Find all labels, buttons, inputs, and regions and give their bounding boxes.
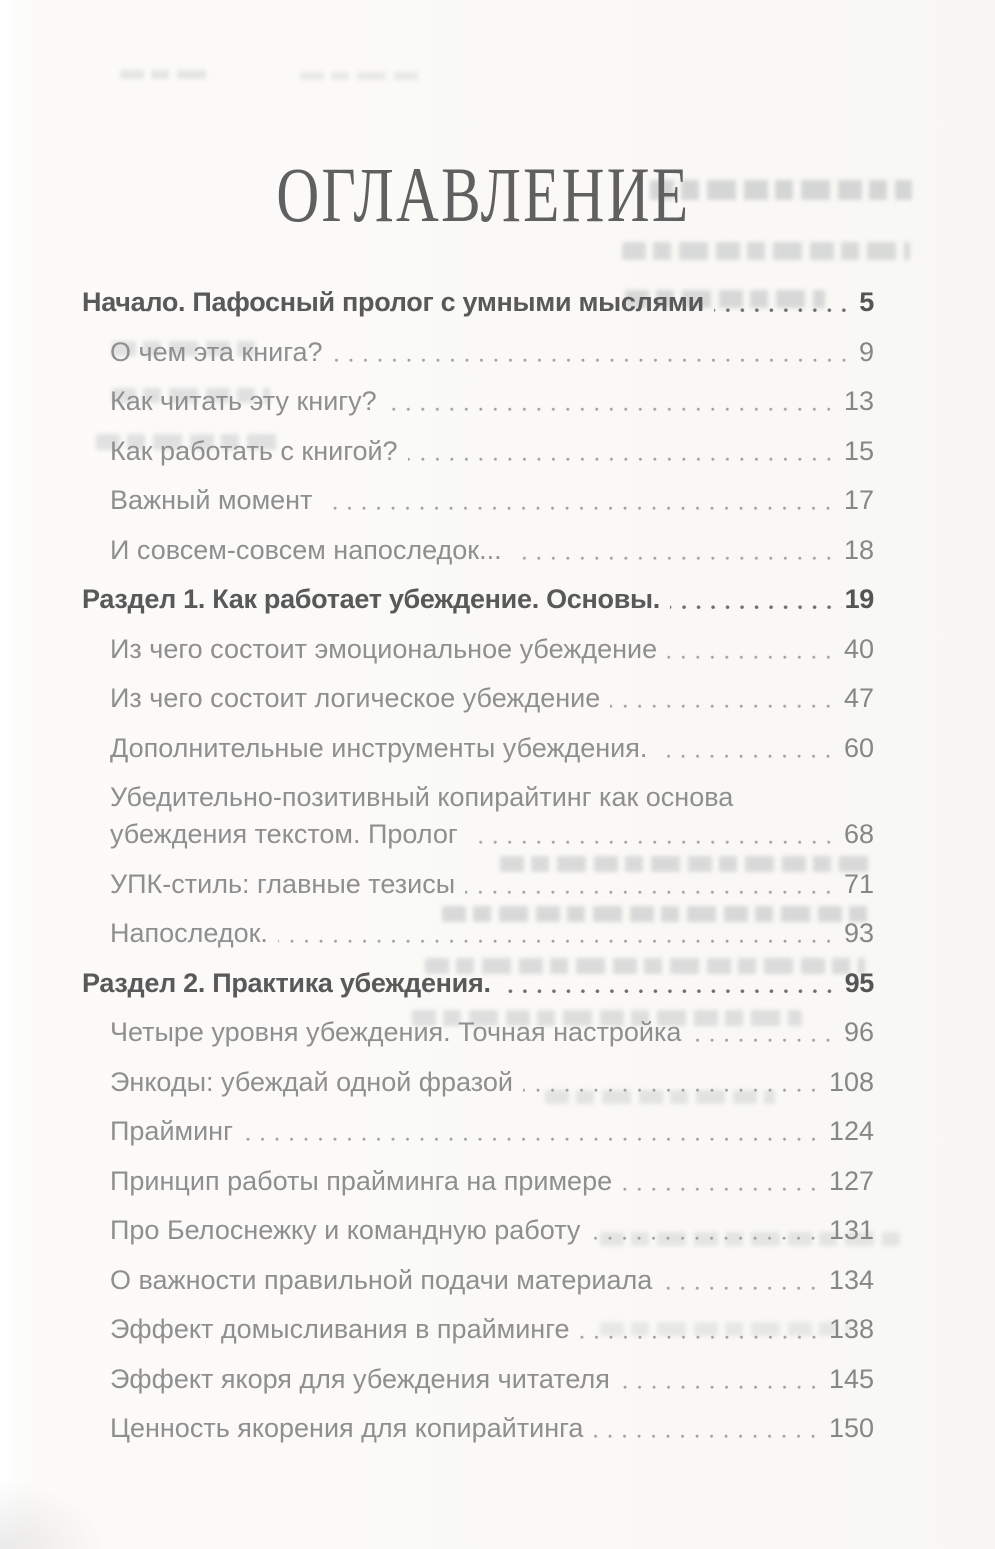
dot-leader <box>610 703 841 710</box>
toc-entry <box>82 1363 874 1395</box>
toc-entry <box>82 385 874 417</box>
dot-leader <box>333 357 856 364</box>
toc-entry-label: Раздел 1. Как работает убеждение. Основы. <box>82 584 660 614</box>
toc-entry <box>82 967 874 999</box>
toc-entry <box>82 868 874 900</box>
toc-entry-page: 18 <box>843 534 874 565</box>
toc-entry-label: Про Белоснежку и командную работу <box>110 1215 581 1245</box>
toc-entry <box>82 1412 874 1444</box>
toc-entry-page: 93 <box>843 918 874 948</box>
toc-entry <box>82 781 874 850</box>
dot-leader <box>278 938 841 945</box>
toc-entry-page: 68 <box>843 819 874 849</box>
toc-entry <box>82 336 874 368</box>
toc-entry <box>82 484 874 516</box>
table-of-contents <box>82 286 874 1462</box>
toc-entry-page: 17 <box>843 485 874 515</box>
toc-entry-label: Как работать с книгой? <box>110 435 398 466</box>
dot-leader <box>667 654 841 661</box>
toc-entry-label: Из чего состоит эмоциональное убеждение <box>110 633 658 664</box>
toc-entry <box>82 1115 874 1147</box>
toc-entry-page: 138 <box>828 1314 874 1344</box>
toc-entry-page: 131 <box>828 1215 874 1245</box>
toc-entry-label: Начало. Пафосный пролог с умными мыслями <box>82 287 704 317</box>
dot-leader <box>523 1087 826 1094</box>
toc-entry <box>82 583 874 615</box>
dot-leader <box>622 1186 826 1193</box>
toc-entry-page: 145 <box>828 1363 874 1394</box>
toc-entry <box>82 534 874 566</box>
dot-leader <box>590 1235 826 1242</box>
dot-leader <box>243 1136 826 1143</box>
toc-entry-label: О важности правильной подачи материала <box>110 1264 653 1295</box>
toc-entry <box>82 1016 874 1048</box>
bleed-through-smudge <box>622 242 910 260</box>
toc-entry-label: Принцип работы прайминга на примере <box>110 1165 613 1196</box>
dot-leader <box>387 406 841 413</box>
toc-entry-page: 13 <box>843 386 874 416</box>
toc-entry-page: 127 <box>828 1165 874 1196</box>
toc-entry <box>82 286 874 318</box>
toc-entry-page: 40 <box>843 633 874 664</box>
toc-entry-label: Убедительно-позитивный копирайтинг как основа <box>110 782 734 812</box>
dot-leader <box>408 456 841 463</box>
toc-entry-label: Прайминг <box>110 1116 233 1146</box>
toc-entry <box>82 1313 874 1345</box>
toc-entry-label: Ценность якорения для копирайтинга <box>110 1413 584 1443</box>
toc-entry-label: Напоследок. <box>110 918 268 948</box>
toc-entry-label: УПК-стиль: главные тезисы <box>110 868 456 899</box>
toc-entry-page: 124 <box>828 1116 874 1146</box>
dot-leader <box>501 988 842 995</box>
toc-entry-page: 96 <box>843 1017 874 1047</box>
toc-entry-label: Как читать эту книгу? <box>110 386 377 416</box>
dot-leader <box>670 604 842 611</box>
toc-entry-label: Дополнительные инструменты убеждения. <box>110 732 648 763</box>
toc-entry <box>82 1066 874 1098</box>
toc-entry-page: 5 <box>859 287 874 317</box>
toc-entry <box>82 633 874 665</box>
page-header <box>0 151 967 238</box>
dot-leader <box>662 1285 826 1292</box>
toc-entry-label: Четыре уровня убеждения. Точная настройка <box>110 1017 682 1047</box>
toc-entry-page: 71 <box>843 868 874 899</box>
dot-leader <box>465 889 841 896</box>
toc-entry-label: И совсем-совсем напоследок... <box>110 534 502 565</box>
toc-entry-label: О чем эта книга? <box>110 336 323 367</box>
bleed-through-smudge <box>300 72 425 80</box>
toc-entry <box>82 1214 874 1246</box>
toc-entry-page: 9 <box>858 336 874 367</box>
toc-entry-page: 19 <box>844 584 874 614</box>
toc-entry-page: 60 <box>843 732 874 763</box>
toc-entry <box>82 682 874 714</box>
toc-entry-label: Раздел 2. Практика убеждения. <box>82 967 491 998</box>
dot-leader <box>468 839 841 846</box>
page-title: ОГЛАВЛЕНИЕ <box>276 151 691 238</box>
toc-entry <box>82 1264 874 1296</box>
toc-entry <box>82 732 874 764</box>
dot-leader <box>593 1433 826 1440</box>
dot-leader <box>714 307 856 314</box>
dot-leader <box>322 505 841 512</box>
toc-entry <box>82 435 874 467</box>
toc-entry <box>82 1165 874 1197</box>
toc-entry-page: 134 <box>828 1264 874 1295</box>
toc-entry-label: Из чего состоит логическое убеждение <box>110 683 601 713</box>
toc-entry-page: 15 <box>843 435 874 466</box>
dot-leader <box>691 1037 841 1044</box>
toc-entry-label: Энкоды: убеждай одной фразой <box>110 1066 513 1097</box>
toc-entry-page: 47 <box>843 683 874 713</box>
scan-corner-shadow <box>0 1479 110 1549</box>
toc-entry-label-line2: убеждения текстом. Пролог <box>110 819 458 849</box>
toc-entry-label: Важный момент <box>110 485 313 515</box>
dot-leader <box>620 1384 826 1391</box>
dot-leader <box>657 753 841 760</box>
toc-entry-label: Эффект якоря для убеждения читателя <box>110 1363 610 1394</box>
toc-entry <box>82 917 874 949</box>
toc-entry-page: 108 <box>828 1066 874 1097</box>
dot-leader <box>580 1334 826 1341</box>
dot-leader <box>512 555 841 562</box>
toc-entry-page: 150 <box>828 1413 874 1443</box>
toc-entry-page: 95 <box>844 967 874 998</box>
toc-entry-label: Эффект домысливания в прайминге <box>110 1314 570 1344</box>
bleed-through-smudge <box>120 70 212 79</box>
